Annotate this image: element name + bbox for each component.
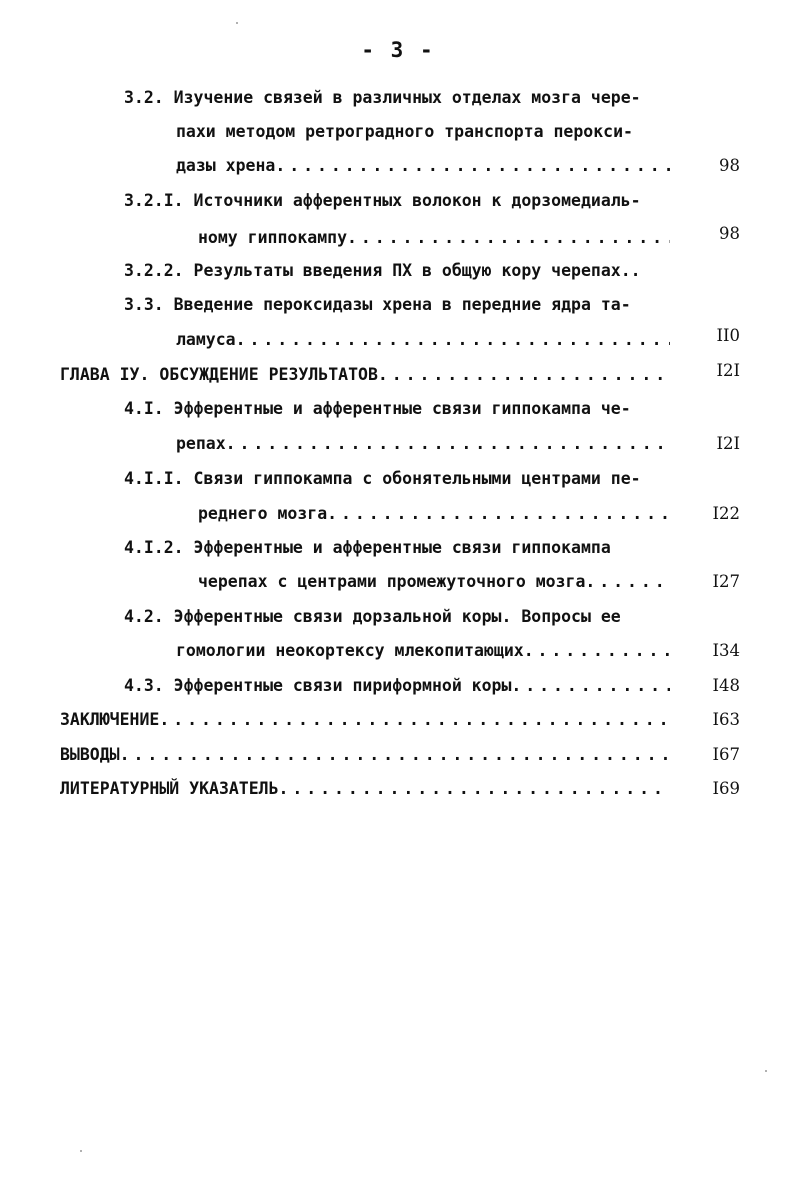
- toc-line: 3.2.I. Источники афферентных волокон к дорзомедиаль-: [124, 191, 641, 210]
- leader-dots: [347, 225, 670, 251]
- toc-line: 4.I. Эфферентные и афферентные связи гиппокампа че-: [124, 399, 631, 418]
- leader-dots: [159, 707, 670, 733]
- scan-speck: [80, 1150, 82, 1152]
- leader-dots: [279, 776, 670, 802]
- leader-dots: [378, 362, 670, 388]
- toc-page-number: I22: [712, 504, 740, 523]
- toc-page-number: II0: [716, 326, 740, 345]
- toc-line: 4.3. Эфферентные связи пириформной коры . . .: [124, 673, 670, 699]
- scan-speck: [765, 1070, 767, 1072]
- toc-page-number: I2I: [716, 361, 740, 380]
- toc-line: ЛИТЕРАТУРНЫЙ УКАЗАТЕЛЬ . . .: [60, 776, 670, 802]
- toc-page-number: I2I: [716, 434, 740, 453]
- toc-line: ламуса . . .: [176, 327, 670, 353]
- toc-page-number: I67: [712, 745, 740, 764]
- toc-line: 3.2.2. Результаты введения ПХ в общую кору черепах..: [124, 261, 641, 280]
- toc-page-number: I69: [712, 779, 740, 798]
- leader-dots: [236, 327, 670, 353]
- toc-page-number: [700, 258, 740, 284]
- toc-line: черепах с центрами промежуточного мозга . . .: [198, 569, 670, 595]
- page-number: - 3 -: [361, 38, 435, 62]
- toc-page-number: I48: [712, 676, 740, 695]
- leader-dots: [327, 501, 670, 527]
- leader-dots: [511, 673, 670, 699]
- toc-line: ЗАКЛЮЧЕНИЕ . . .: [60, 707, 670, 733]
- toc-line: 4.2. Эфферентные связи дорзальной коры. Вопросы ее: [124, 607, 621, 626]
- toc-line: пахи методом ретроградного транспорта перокси-: [176, 122, 633, 141]
- toc-line: гомологии неокортексу млекопитающих . . .: [176, 638, 670, 664]
- leader-dots: [226, 431, 670, 457]
- scan-speck: [236, 22, 238, 24]
- toc-line: ГЛАВА IУ. ОБСУЖДЕНИЕ РЕЗУЛЬТАТОВ . . .: [60, 362, 670, 388]
- leader-dots: [275, 153, 670, 179]
- leader-dots: [120, 742, 670, 768]
- toc-line: 4.I.2. Эфферентные и афферентные связи гиппокампа: [124, 538, 611, 557]
- toc-page-number: I63: [712, 710, 740, 729]
- leader-dots: [524, 638, 670, 664]
- toc-line: ному гиппокампу . . .: [198, 225, 670, 251]
- toc-page-number: I34: [712, 641, 740, 660]
- leader-dots: [585, 569, 670, 595]
- toc-line: 3.3. Введение пероксидазы хрена в передние ядра та-: [124, 295, 631, 314]
- toc-line: реднего мозга . . .: [198, 501, 670, 527]
- toc-line: 3.2. Изучение связей в различных отделах мозга чере-: [124, 88, 641, 107]
- toc-page-number: 98: [719, 224, 740, 243]
- toc-page-number: 98: [719, 156, 740, 175]
- toc-page-number: I27: [712, 572, 740, 591]
- toc-line: 4.I.I. Связи гиппокампа с обонятельными центрами пе-: [124, 469, 641, 488]
- toc-line: дазы хрена . . .: [176, 153, 670, 179]
- toc-line: репах . . .: [176, 431, 670, 457]
- toc-line: ВЫВОДЫ . . .: [60, 742, 670, 768]
